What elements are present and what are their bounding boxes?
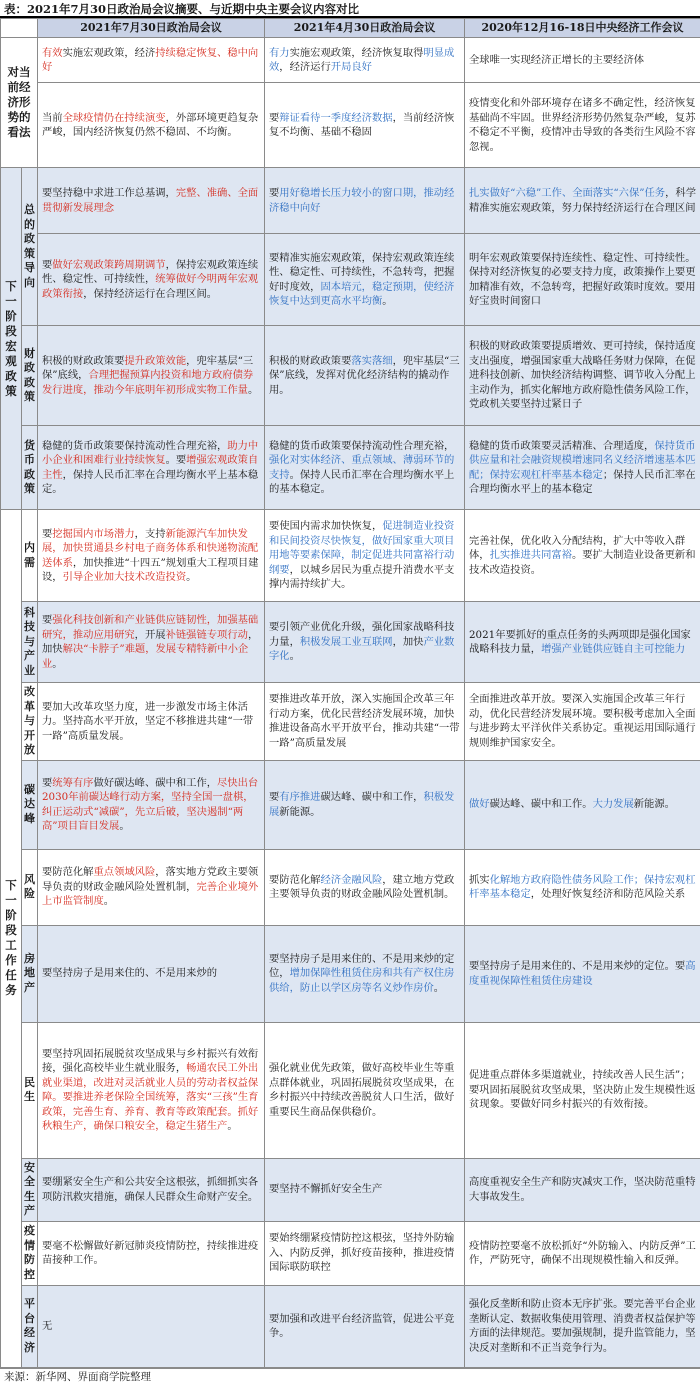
row-cell — [465, 510, 700, 602]
header-col-2: 2021年4月30日政治局会议 — [265, 19, 465, 38]
cell-text-segment: 用好稳增长压力较小的窗口期，推动经济稳中向好 — [269, 187, 455, 214]
header-row — [1, 19, 700, 38]
section-label-macro: 下一阶段宏观政策 — [1, 168, 22, 510]
cell-text-segment: ，保持宏观政策连续性、稳定性、可持续性， — [42, 258, 259, 286]
cell-text-segment: ，科学精准实施宏观政策，努力保持经济运行在合理区间 — [469, 187, 696, 214]
row-cell — [465, 38, 700, 83]
row-cell — [265, 1221, 465, 1285]
table-row — [1, 849, 700, 925]
cell-text-segment: 要 — [269, 187, 280, 199]
cell-text-segment: 增加保障性租赁住房和共有产权住房供给，防止以学区房等名义炒作房价 — [269, 967, 455, 994]
table-row — [1, 38, 700, 83]
row-cell — [465, 168, 700, 234]
cell-text-segment: 碳达峰、碳中和工作， — [320, 791, 424, 803]
cell-text-segment: 要坚持房子是用来住的、不是用来炒的定位， — [269, 952, 455, 980]
row-label: 房地产 — [22, 925, 38, 1022]
row-cell — [265, 83, 465, 168]
table-row — [1, 760, 700, 849]
cell-text-segment: 要加强和改进平台经济监管，促进公平竞争。 — [269, 1312, 455, 1339]
row-cell — [38, 602, 265, 683]
cell-text-segment: 要引领产业优化升级，强化国家战略科技力量， — [269, 621, 455, 648]
cell-text-segment: 积极的财政政策要 — [269, 354, 352, 367]
cell-text-segment: 碳达峰、碳中和工作。 — [489, 798, 593, 811]
cell-text-segment: 统筹做好今明两年宏观政策衔接 — [42, 273, 259, 300]
row-cell — [38, 326, 265, 426]
row-label: 总的政策导向 — [22, 168, 38, 326]
cell-text-segment: 。要 — [165, 454, 187, 466]
table-row — [1, 1221, 700, 1285]
cell-text-segment: 要精准实施宏观政策，保持宏观政策连续性、稳定性、可持续性，不急转弯，把握好时度效， — [269, 251, 455, 293]
row-cell — [465, 760, 700, 849]
table-row — [1, 426, 700, 510]
cell-text-segment: 解决“卡脖子”难题，发展专精特新中小企业 — [42, 643, 249, 670]
row-cell — [38, 925, 265, 1022]
cell-text-segment: 增强产业链供应链自主可控能力 — [541, 643, 686, 655]
cell-text-segment: 实施宏观政策，经济 — [62, 46, 156, 59]
table-row — [1, 925, 700, 1022]
cell-text-segment: 有力 — [269, 46, 290, 59]
row-cell — [265, 510, 465, 602]
table-row — [1, 683, 700, 761]
cell-text-segment: 积极的财政政策要提质增效、更可持续，保持适度支出强度，增强国家重大战略任务财力保障，在促进科技创新、加快经济结构调整、调节收入分配上主动作为，抓实化解地方政府隐性债务风险工作，党政机关要坚持过紧日子 — [469, 340, 696, 411]
cell-text-segment: 统筹有序 — [52, 776, 94, 789]
cell-text-segment: 促进制造业投资和民间投资尽快恢复，做好国家重大项目用地等要素保障，制定促进共同富裕行动纲要 — [269, 520, 455, 576]
cell-text-segment: ，外部环境更趋复杂严峻，国内经济恢复仍然不稳固、不均衡。 — [42, 111, 259, 138]
cell-text-segment: ，建立地方党政主要领导负责的财政金融风险处置机制。 — [269, 873, 455, 900]
cell-text-segment: 要 — [42, 258, 53, 271]
row-cell — [38, 1285, 265, 1367]
cell-text-segment: 。 — [289, 650, 300, 663]
cell-text-segment: 做好宏观政策跨周期调节 — [52, 258, 166, 271]
cell-text-segment: 增强宏观政策自主性 — [42, 454, 259, 481]
cell-text-segment: 做好碳达峰、碳中和工作， — [93, 776, 218, 789]
cell-text-segment: 做好 — [469, 798, 490, 811]
row-cell — [38, 1158, 265, 1221]
row-cell — [465, 83, 700, 168]
cell-text-segment: ，加快 — [42, 628, 259, 655]
cell-text-segment: 要坚持不懈抓好安全生产 — [269, 1183, 383, 1196]
cell-text-segment: 完整、准确、全面贯彻新发展理念 — [42, 187, 259, 214]
row-cell — [38, 426, 265, 510]
cell-text-segment: 。 — [186, 571, 197, 583]
row-cell — [265, 760, 465, 849]
table-row — [1, 83, 700, 168]
cell-text-segment: 。 — [382, 295, 393, 307]
cell-text-segment: 经济金融风险 — [320, 873, 383, 886]
cell-text-segment: 合理把握预算内投资和地方政府债券发行进度，推动今年底明年初形成实物工作量 — [42, 369, 254, 396]
cell-text-segment: 要 — [269, 791, 280, 803]
row-cell — [265, 234, 465, 326]
table-row — [1, 1022, 700, 1158]
cell-text-segment: 有效 — [42, 46, 63, 59]
cell-text-segment: 引导企业加大技术改造投资 — [62, 571, 187, 583]
row-cell — [38, 168, 265, 234]
cell-text-segment: 开局良好 — [330, 61, 372, 73]
cell-text-segment: ，兜牢基层“三保”底线，发挥对优化经济结构的撬动作用。 — [269, 354, 460, 396]
cell-text-segment: 积极的财政政策要 — [42, 354, 125, 367]
row-cell — [265, 426, 465, 510]
cell-text-segment: 疫情变化和外部环境存在诸多不确定性，经济恢复基础尚不牢固。世界经济形势仍然复杂严峻，复苏不稳定不平衡，疫情冲击导致的各类衍生风险不容忽视。 — [469, 97, 696, 153]
cell-text-segment: 扎实推进共同富裕 — [489, 549, 572, 562]
cell-text-segment: 要毫不松懈做好新冠肺炎疫情防控，持续推进疫苗接种工作。 — [42, 1239, 259, 1266]
cell-text-segment: 有序推进 — [279, 791, 321, 803]
cell-text-segment: 要始终绷紧疫情防控这根弦，坚持外防输入、内防反弹，抓好疫苗接种，推进疫情国际联防联控 — [269, 1232, 455, 1274]
row-cell — [465, 426, 700, 510]
row-label: 碳达峰 — [22, 760, 38, 849]
cell-text-segment: 。保持人民币汇率在合理均衡水平上的基本稳定。 — [269, 468, 455, 495]
cell-text-segment: 完善企业境外上市监管制度 — [42, 880, 259, 908]
cell-text-segment: 明年宏观政策要保持连续性、稳定性、可持续性。保持对经济恢复的必要支持力度，政策操作上要更加精准有效，不急转弯，把握好政策时度效。要用好宝贵时间窗口 — [469, 251, 696, 307]
table-row — [1, 602, 700, 683]
cell-text-segment: 要坚持稳中求进工作总基调， — [42, 187, 176, 199]
cell-text-segment: 。 — [433, 981, 445, 994]
row-label: 改革与开放 — [22, 683, 38, 761]
cell-text-segment: ，经济运行 — [279, 61, 331, 73]
row-cell — [465, 234, 700, 326]
cell-text-segment: ，处理好恢复经济和防范风险关系 — [530, 888, 686, 900]
row-cell — [465, 326, 700, 426]
row-cell — [465, 1285, 700, 1367]
cell-text-segment: 稳健的货币政策要灵活精准、合理适度， — [469, 439, 655, 452]
row-cell — [465, 1022, 700, 1158]
row-cell — [465, 1158, 700, 1221]
cell-text-segment: 固本培元，稳定预期，使经济恢复中达到更高水平均衡 — [269, 280, 455, 307]
cell-text-segment: ，保持经济运行在合理区间。 — [83, 287, 218, 300]
row-cell — [465, 602, 700, 683]
cell-text-segment: 要 — [42, 614, 53, 626]
row-cell — [38, 760, 265, 849]
cell-text-segment: 落实落细 — [351, 354, 393, 367]
cell-text-segment: 新能源。 — [633, 798, 675, 811]
cell-text-segment: 要坚持房子是用来住的、不是用来炒的 — [42, 967, 218, 980]
row-cell — [38, 83, 265, 168]
cell-text-segment: 明显成效 — [269, 46, 455, 73]
cell-text-segment: 化解地方政府隐性债务风险工作；保持宏观杠杆率基本稳定 — [469, 873, 696, 900]
cell-text-segment: 促进重点群体多渠道就业，持续改善人民生活”；要巩固拓展脱贫攻坚成果，坚决防止发生规模性返贫现象。要做好同乡村振兴的有效衔接。 — [469, 1069, 696, 1111]
cell-text-segment: 新能源汽车加快发展 — [42, 527, 248, 554]
cell-text-segment: 全面推进改革开放。要深入实施国企改革三年行动，优化民营经济发展环境。要积极考虑加入全面与进步跨太平洋伙伴关系协定。重视运用国际通行规则维护国家安全。 — [469, 693, 696, 749]
row-cell — [265, 602, 465, 683]
cell-text-segment: ，开展 — [134, 628, 166, 641]
row-label: 疫情防控 — [22, 1221, 38, 1285]
table-row — [1, 1158, 700, 1221]
row-cell — [38, 510, 265, 602]
section-label-tasks: 下一阶段工作任务 — [1, 510, 22, 1368]
cell-text-segment: 稳健的货币政策要保持流动性合理充裕， — [269, 439, 455, 452]
section-label-situation: 对当前经济形势的看法 — [1, 38, 38, 168]
cell-text-segment: 保持货币供应量和社会融资规模增速同名义经济增速基本匹配；保持宏观杠杆率基本稳定 — [469, 439, 696, 481]
cell-text-segment: 。要扩大制造业设备更新和技术改造投资。 — [469, 549, 696, 576]
row-label: 安全生产 — [22, 1158, 38, 1221]
cell-text-segment: 要加大改革攻坚力度，进一步激发市场主体活力。坚持高水平开放，坚定不移推进共建“一带一路”高质量发展。 — [42, 700, 254, 742]
cell-text-segment: ，保持人民币汇率在合理均衡水平上基本稳定。 — [42, 468, 259, 495]
cell-text-segment: 疫情防控要毫不放松抓好“外防输入、内防反弹”工作，严防死守，确保不出现规模性输入和反弹。 — [469, 1239, 696, 1266]
row-cell — [265, 1158, 465, 1221]
table-row — [1, 326, 700, 426]
cell-text-segment: 。 — [227, 1120, 238, 1132]
row-label: 风险 — [22, 849, 38, 925]
row-cell — [265, 326, 465, 426]
cell-text-segment: 助力中小企业和困难行业持续恢复 — [42, 439, 259, 466]
cell-text-segment: ，支持 — [134, 527, 166, 540]
row-cell — [38, 234, 265, 326]
cell-text-segment: ，以城乡居民为重点提升消费水平支撑内需持续扩大。 — [269, 563, 455, 591]
cell-text-segment: ，加快贯通县乡村电子商务体系和快递物流配送体系 — [42, 542, 259, 569]
cell-text-segment: 要使国内需求加快恢复， — [269, 520, 383, 533]
cell-text-segment: 无 — [42, 1319, 53, 1332]
cell-text-segment: 。 — [103, 895, 115, 908]
cell-text-segment: 。 — [52, 657, 63, 670]
table-title: 表：2021年7月30日政治局会议摘要、与近期中央主要会议内容对比 — [0, 0, 700, 18]
cell-text-segment: 完善社保，优化收入分配结构，扩大中等收入群体， — [469, 534, 686, 562]
row-label: 科技与产业 — [22, 602, 38, 683]
header-corner — [1, 19, 38, 38]
cell-text-segment: 重点领域风险 — [93, 866, 156, 879]
row-cell — [265, 38, 465, 83]
cell-text-segment: ，当前经济恢复不均衡、基础不稳固 — [269, 111, 455, 138]
cell-text-segment: 。 — [119, 820, 130, 832]
row-cell — [265, 168, 465, 234]
cell-text-segment: 全球唯一实现经济正增长的主要经济体 — [469, 53, 645, 66]
row-cell — [38, 849, 265, 925]
row-cell — [465, 849, 700, 925]
source-note: 来源：新华网、界面商学院整理 — [0, 1368, 700, 1385]
cell-text-segment: 要防范化解 — [42, 866, 94, 879]
row-cell — [465, 925, 700, 1022]
cell-text-segment: 新能源。 — [279, 805, 321, 818]
cell-text-segment: 强化反垄断和防止资本无序扩张。要完善平台企业垄断认定、数据收集使用管理、消费者权益保护等方面的法律规范。要加强规制，提升监管能力，坚决反对垄断和不正当竞争行为。 — [469, 1298, 696, 1354]
cell-text-segment: 尽快出台2030年前碳达峰行动方案，坚持全国一盘棋，纠正运动式“减碳”，先立后破，坚决遏制“两高”项目盲目发展 — [42, 776, 259, 832]
cell-text-segment: 强化对实体经济、重点领域、薄弱环节的支持 — [269, 454, 455, 481]
cell-text-segment: 提升政策效能 — [124, 354, 187, 367]
row-label: 财政政策 — [22, 326, 38, 426]
cell-text-segment: ，兜牢基层“三保”底线， — [42, 354, 254, 382]
cell-text-segment: 。 — [247, 383, 259, 396]
table-row — [1, 234, 700, 326]
row-cell — [38, 1022, 265, 1158]
header-col-3: 2020年12月16-18日中央经济工作会议 — [465, 19, 700, 38]
cell-text-segment: 补链强链专项行动 — [165, 628, 248, 641]
cell-text-segment: 2021年要抓好的重点任务的头两项即是强化国家战略科技力量， — [469, 628, 691, 655]
row-cell — [38, 683, 265, 761]
cell-text-segment: ，落实地方党政主要领导负责的财政金融风险处置机制， — [42, 866, 259, 893]
cell-text-segment: 抓实 — [469, 873, 490, 886]
cell-text-segment: 要 — [269, 111, 280, 124]
row-label: 民生 — [22, 1022, 38, 1158]
row-cell — [265, 1285, 465, 1367]
cell-text-segment: 持续稳定恢复、稳中向好 — [42, 46, 259, 73]
table-row — [1, 1285, 700, 1367]
cell-text-segment: 要防范化解 — [269, 873, 321, 886]
cell-text-segment: 实施宏观政策，经济恢复取得 — [289, 46, 424, 59]
row-cell — [265, 1022, 465, 1158]
row-cell — [38, 1221, 265, 1285]
cell-text-segment: 要 — [42, 776, 53, 789]
cell-text-segment: 要绷紧安全生产和公共安全这根弦，抓细抓实各项防汛救灾措施，确保人民群众生命财产安全。 — [42, 1176, 259, 1203]
row-cell — [265, 849, 465, 925]
cell-text-segment: ，加快推进“十四五”规划重大工程项目建设， — [42, 556, 259, 583]
row-cell — [465, 683, 700, 761]
cell-text-segment: 辩证看待一季度经济数据 — [279, 111, 393, 124]
row-cell — [265, 683, 465, 761]
cell-text-segment: 当前 — [42, 111, 63, 124]
header-col-1: 2021年7月30日政治局会议 — [38, 19, 265, 38]
row-cell — [265, 925, 465, 1022]
cell-text-segment: 扎实做好“六稳”工作、全面落实“六保”任务 — [469, 187, 666, 199]
cell-text-segment: 全球疫情仍在持续演变 — [62, 111, 166, 124]
cell-text-segment: 强化科技创新和产业链供应链韧性，加强基础研究，推动应用研究 — [42, 614, 259, 641]
cell-text-segment: 高度重视保障性租赁住房建设 — [469, 960, 696, 987]
row-cell — [465, 1221, 700, 1285]
cell-text-segment: 大力发展 — [592, 798, 634, 811]
cell-text-segment: 强化就业优先政策，做好高校毕业生等重点群体就业，巩固拓展脱贫攻坚成果，在乡村振兴中持续改善脱贫人口生活，做好重要民生商品保供稳价。 — [269, 1062, 455, 1118]
comparison-table — [0, 18, 700, 1368]
row-cell — [38, 38, 265, 83]
cell-text-segment: ，加快 — [392, 635, 424, 648]
cell-text-segment: 积极发展工业互联网 — [299, 635, 393, 648]
cell-text-segment: 稳健的货币政策要保持流动性合理充裕， — [42, 439, 228, 452]
cell-text-segment: 要坚持巩固拓展脱贫攻坚成果与乡村振兴有效衔接，强化高校毕业生就业服务， — [42, 1047, 259, 1074]
cell-text-segment: 要推进改革开放，深入实施国企改革三年行动方案，优化民营经济发展环境，加快推进设备高水平开放平台，推动共建“一带一路”高质量发展 — [269, 693, 460, 749]
table-row — [1, 510, 700, 602]
table-row — [1, 168, 700, 234]
cell-text-segment: 高度重视安全生产和防灾减灾工作，坚决防范重特大事故发生。 — [469, 1176, 696, 1203]
cell-text-segment: 积极发展 — [269, 791, 455, 818]
row-label: 内需 — [22, 510, 38, 602]
cell-text-segment: 产业数字化 — [269, 635, 455, 663]
cell-text-segment: 要 — [42, 527, 53, 540]
cell-text-segment: 要坚持房子是用来住的、不是用来炒的定位。要 — [469, 960, 686, 972]
row-label: 平台经济 — [22, 1285, 38, 1367]
cell-text-segment: 挖掘国内市场潜力 — [52, 527, 135, 540]
cell-text-segment: 畅通农民工外出就业渠道，改进对灵活就业人员的劳动者权益保障。要推进养老保险全国统筹，落实“三孩”生育政策，完善生育、养育、教育等政策配套。抓好秋粮生产，确保口粮安全，稳定生猪生产 — [42, 1062, 259, 1132]
cell-text-segment: ；保持人民币汇率在合理均衡水平上的基本稳定 — [469, 468, 696, 495]
row-label: 货币政策 — [22, 426, 38, 510]
